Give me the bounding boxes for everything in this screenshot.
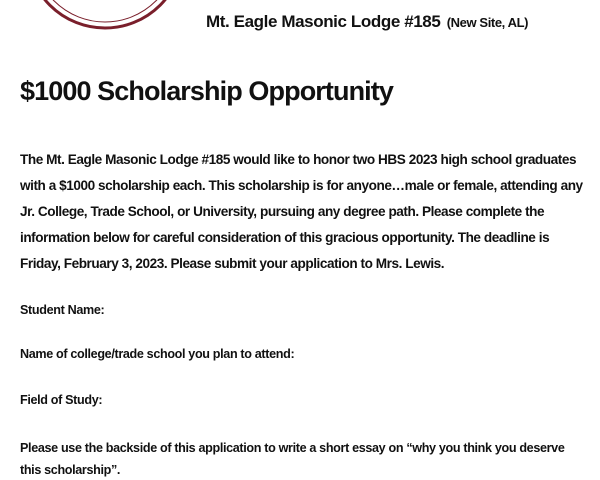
student-name-label: Student Name:	[20, 303, 105, 317]
intro-paragraph: The Mt. Eagle Masonic Lodge #185 would like to honor two HBS 2023 high school graduates with a $1000 scholarship each. This scholarship is for anyone…male or female, attending any Jr. College, Trade School, or University, pursuing any degree path. Please complete the information below for careful consideration of this gracious opportunity. The deadline is Friday, February 3, 2023. Please submit your application to Mrs. Lewis.	[20, 152, 583, 271]
essay-instruction: Please use the backside of this application to write a short essay on “why you think you deserve this scholarship”.	[20, 441, 565, 477]
lodge-name: Mt. Eagle Masonic Lodge #185	[206, 12, 441, 31]
lodge-heading	[206, 12, 528, 32]
college-name-label: Name of college/trade school you plan to attend:	[20, 347, 295, 361]
page-title: $1000 Scholarship Opportunity	[20, 76, 393, 106]
lodge-location: (New Site, AL)	[446, 15, 529, 30]
field-of-study-label: Field of Study:	[20, 393, 103, 407]
lodge-seal	[10, 0, 200, 30]
